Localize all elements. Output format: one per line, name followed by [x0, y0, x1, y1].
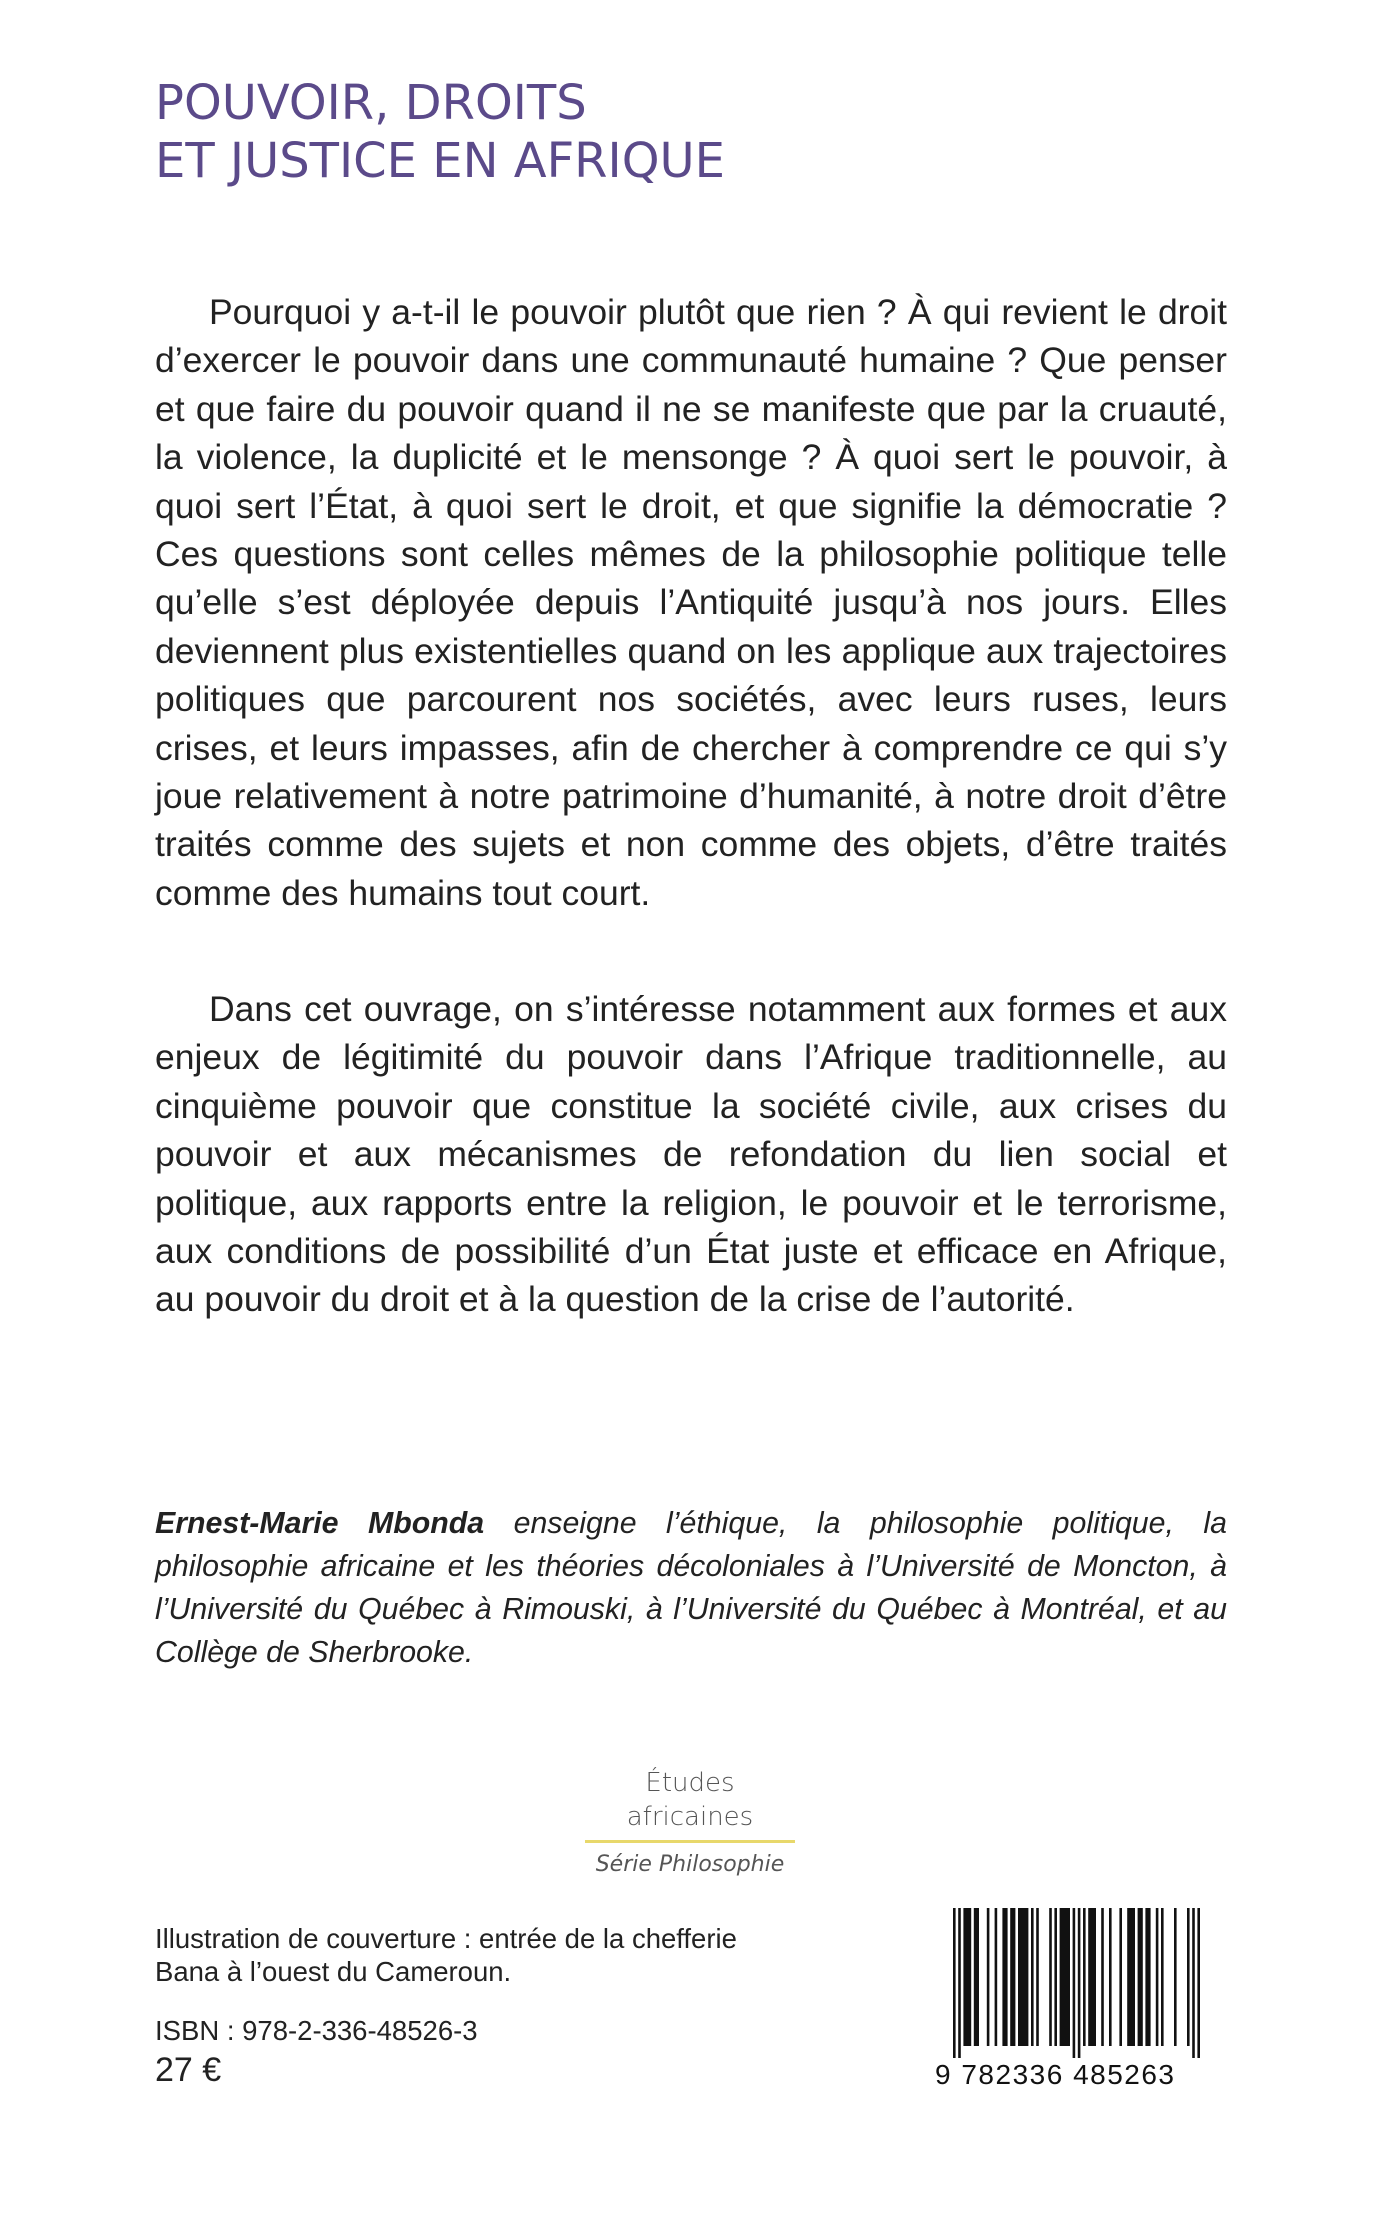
- series-logo: [585, 1766, 795, 1881]
- barcode-guard-bar: [1197, 1908, 1200, 2058]
- author-name: Ernest-Marie Mbonda: [155, 1507, 485, 1540]
- barcode-digits: 9 782336 485263: [935, 2059, 1176, 2090]
- author-bio: [155, 1502, 1227, 1674]
- barcode-bar: [1060, 1908, 1070, 2046]
- title-line-1: POUVOIR, DROITS: [155, 75, 587, 131]
- barcode-bar: [1088, 1908, 1096, 2046]
- barcode-bar: [1031, 1908, 1034, 2046]
- credit-line-1: Illustration de couverture : entrée de la chefferie: [155, 1923, 737, 1954]
- barcode-bar: [1036, 1908, 1039, 2046]
- credit-line-2: Bana à l’ouest du Cameroun.: [155, 1956, 512, 1987]
- barcode-bar: [1145, 1908, 1150, 2046]
- barcode-guard-bar: [958, 1908, 961, 2058]
- barcode-guard-bar: [1078, 1908, 1081, 2058]
- barcode-bar: [995, 1908, 998, 2046]
- barcode-bar: [1127, 1908, 1135, 2046]
- barcode-bar: [1119, 1908, 1122, 2046]
- barcode-bar: [963, 1908, 971, 2046]
- isbn-barcode: [935, 1908, 1215, 2098]
- barcode-bar: [1002, 1908, 1007, 2046]
- barcode-bars: [935, 1908, 1215, 2058]
- summary-paragraph-1: Pourquoi y a-t-il le pouvoir plutôt que rien ? À qui revient le droit d’exercer le pouvoir dans une communauté humaine ? Que penser et que faire du pouvoir quand il ne se manifeste que par la cruauté, la violence, la duplicité et le mensonge ? À quoi sert le pouvoir, à quoi sert l’État, à quoi sert le droit, et que signifie la démocratie ? Ces questions sont celles mêmes de la philosophie politique telle qu’elle s’est déployée depuis l’Antiquité jusqu’à nos jours. Elles deviennent plus existentielles quand on les applique aux trajectoires politiques que parcourent nos sociétés, avec leurs ruses, leurs crises, et leurs impasses, afin de chercher à comprendre ce qui s’y joue relativement à notre patrimoine d’humanité, à notre droit d’être traités comme des sujets et non comme des objets, d’être traités comme des humains tout court.: [155, 292, 1227, 913]
- barcode-guard-bar: [1073, 1908, 1076, 2058]
- barcode-bar: [1010, 1908, 1015, 2046]
- series-name: Études africaines: [626, 1768, 754, 1832]
- barcode-bar: [987, 1908, 990, 2046]
- barcode-bar: [1161, 1908, 1164, 2046]
- barcode-bar: [1049, 1908, 1052, 2046]
- title-line-2: ET JUSTICE EN AFRIQUE: [155, 133, 725, 189]
- price-text: 27 €: [155, 2051, 222, 2089]
- author-bio-text: enseigne l’éthique, la philosophie politique, la philosophie africaine et les théories décoloniales à l’Université de Moncton, à l’Université du Québec à Rimouski, à l’Université du Québec à Montréal, et au Collège de Sherbrooke.: [155, 1507, 1227, 1669]
- barcode-bar: [1156, 1908, 1159, 2046]
- barcode-bar: [1174, 1908, 1177, 2046]
- barcode-bar: [1138, 1908, 1143, 2046]
- barcode-bar: [974, 1908, 979, 2046]
- series-subtitle: Série Philosophie: [595, 1852, 785, 1877]
- cover-illustration-credit: [155, 1922, 737, 1988]
- barcode-bar: [1083, 1908, 1086, 2046]
- barcode-guard-bar: [953, 1908, 956, 2058]
- book-title: [155, 74, 725, 190]
- barcode-bar: [1109, 1908, 1112, 2046]
- barcode-bar: [1101, 1908, 1104, 2046]
- summary-paragraph-2: Dans cet ouvrage, on s’intéresse notamment aux formes et aux enjeux de légitimité du pouvoir dans l’Afrique traditionnelle, au cinquième pouvoir que constitue la société civile, aux crises du pouvoir et aux mécanismes de refondation du lien social et politique, aux rapports entre la religion, le pouvoir et le terrorisme, aux conditions de possibilité d’un État juste et efficace en Afrique, au pouvoir du droit et à la question de la crise de l’autorité.: [155, 989, 1227, 1320]
- barcode-bar: [1187, 1908, 1190, 2046]
- isbn-text: ISBN : 978-2-336-48526-3: [155, 2015, 478, 2046]
- barcode-bar: [1054, 1908, 1057, 2046]
- barcode-guard-bar: [1192, 1908, 1195, 2058]
- barcode-bar: [1018, 1908, 1028, 2046]
